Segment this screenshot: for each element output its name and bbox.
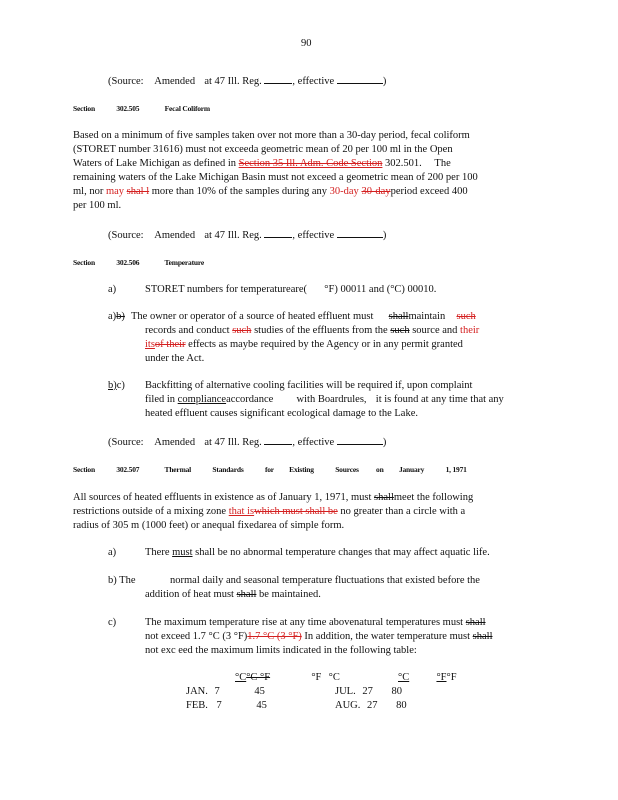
inserted-text: their [460,325,480,336]
text: STORET numbers for temperatureare( [145,284,308,295]
text: restrictions outside of a mixing zone [73,506,227,517]
item-507-c-line2 [145,630,493,644]
inserted-text: its [145,339,155,350]
table-row [335,699,407,713]
deleted-text: shall [388,311,409,322]
blank-date [337,227,383,238]
text: accordance [226,394,274,405]
deleted-text: shall [465,617,486,628]
text: shall be no abnormal temperature changes that may affect aquatic life. [195,547,490,558]
item-506-c-label [108,379,125,393]
table-cell: 45 [254,686,265,697]
para-505-line1: Based on a minimum of five samples taken over not more than a 30-day period, fecal coliform [73,130,470,141]
deleted-text: such [232,325,252,336]
table-cell: 80 [396,700,407,711]
inserted-text: b) [108,380,117,391]
table-cell: JUL. [335,686,356,697]
text: The owner or operator of a source of heated effluent must [131,311,374,322]
text: There [145,547,170,558]
text: filed in [145,394,176,405]
item-507-c-line1 [145,616,486,630]
inserted-text: 30-day [329,186,359,197]
item-506-a-text [145,283,436,297]
text: ml, nor [73,186,104,197]
source-effective: , effective [292,437,335,448]
inserted-text: must [172,547,193,558]
item-506-b-line2 [145,324,479,338]
text: more than 10% of the samples during any [151,186,328,197]
deleted-text: 1.7 °C (3 °F) [247,631,302,642]
source-note [108,434,386,450]
heading-section-number: 302.507 [116,465,140,474]
text: records and conduct [145,325,230,336]
table-cell: 27 [362,686,373,697]
para-507-line3: radius of 305 m (1000 feet) or anequal fixedarea of simple form. [73,520,345,531]
heading-word: January [398,465,425,474]
deleted-text: 30-day [361,186,391,197]
text: The [434,158,451,169]
text: maintain [408,311,446,322]
item-507-b-line1: normal daily and seasonal temperature fluctuations that existed before the [170,575,480,586]
text: addition of heat must [145,589,234,600]
source-effective: , effective [292,230,335,241]
source-reg: at 47 Ill. Reg. [204,437,262,448]
table-cell: 27 [367,700,378,711]
source-close: ) [382,437,387,448]
heading-section-word: Section [73,465,95,474]
source-label: (Source: [108,230,144,241]
heading-word: Sources [335,465,359,474]
table-header-right [398,671,457,685]
heading-word: for [264,465,274,474]
item-506-c-line2 [145,393,504,407]
text: not exceed 1.7 °C (3 °F) [145,631,248,642]
para-505-line3 [73,157,451,171]
item-507-c-label: c) [108,617,117,628]
para-505-line4: remaining waters of the Lake Michigan Basin must not exceed a geometric mean of 200 per 100 [73,172,478,183]
inserted-text: that is [228,506,255,517]
text: effects as maybe required by the Agency or in any permit granted [188,339,463,350]
text: with Boardrules, [296,394,367,405]
deleted-text: shall [236,589,257,600]
para-507-line2 [73,505,465,519]
blank-reg [264,73,292,84]
table-header [235,671,340,685]
heading-section-title: Temperature [164,258,204,267]
deleted-text: shall [374,492,394,503]
text: source and [412,325,458,336]
table-header-cell: °F [311,672,322,683]
inserted-text: may [105,186,125,197]
table-header-cell: °C [235,672,247,683]
table-cell: 45 [256,700,267,711]
item-506-c-line1: Backfitting of alternative cooling facilities will be required if, upon complaint [145,380,473,391]
text: All sources of heated effluents in existence as of January 1, 1971, must [73,492,372,503]
text: it is found at any time that any [375,394,504,405]
source-close: ) [382,230,387,241]
text: meet the following [393,492,474,503]
heading-word: 1, 1971 [445,465,467,474]
heading-section-number: 302.505 [116,104,140,113]
section-heading-505 [73,104,210,113]
table-row [335,685,402,699]
heading-word: Existing [289,465,314,474]
item-507-b-line2 [145,588,321,602]
deleted-text: b) [116,311,125,322]
text: period exceed 400 [390,186,468,197]
inserted-text: Section 35 Ill. Adm. Code Section [238,158,383,169]
source-reg: at 47 Ill. Reg. [204,76,262,87]
source-reg: at 47 Ill. Reg. [204,230,262,241]
inserted-text: compliance [177,394,227,405]
heading-word: Standards [212,465,244,474]
source-note [108,227,386,243]
blank-date [337,73,383,84]
item-506-a-label: a) [108,284,117,295]
blank-reg [264,227,292,238]
item-506-c-line3: heated effluent causes significant ecological damage to the Lake. [145,408,418,419]
blank-reg [264,434,292,445]
text: °F) 00011 and (°C) 00010. [324,284,437,295]
source-close: ) [382,76,387,87]
table-cell: 7 [216,700,222,711]
item-507-a-text [145,546,490,560]
heading-section-word: Section [73,258,95,267]
source-amended: Amended [154,230,196,241]
deleted-text: °C °F [246,672,271,683]
text: c) [116,380,125,391]
para-505-line5 [73,185,468,199]
item-507-b-label: b) The [108,575,136,586]
table-cell: 7 [214,686,220,697]
item-506-b-label [108,310,125,324]
text: no greater than a circle with a [340,506,466,517]
table-row [186,685,265,699]
table-cell: AUG. [335,700,361,711]
item-506-b-line4: under the Act. [145,353,205,364]
page-number: 90 [301,38,312,49]
heading-word: Thermal [164,465,192,474]
deleted-text: of their [154,339,186,350]
source-amended: Amended [154,76,196,87]
source-label: (Source: [108,76,144,87]
section-heading-506 [73,258,204,267]
item-507-c-line3: not exc eed the maximum limits indicated in the following table: [145,645,417,656]
para-507-line1 [73,491,473,505]
item-506-b-line3 [145,338,463,352]
text: studies of the effluents from the [254,325,388,336]
table-header-cell: °C [328,672,340,683]
table-header-cell: °C [398,672,410,683]
table-header-cell: °F [436,672,447,683]
table-header-cell: °F [446,672,457,683]
text: In addition, the water temperature must [304,631,471,642]
text: 302.501. [385,158,422,169]
item-506-b-line1 [131,310,476,324]
deleted-text: shal l [126,186,150,197]
deleted-text: shall [472,631,493,642]
text: a) [108,311,117,322]
para-505-line6: per 100 ml. [73,200,122,211]
text: Waters of Lake Michigan as defined in [73,158,237,169]
text: be maintained. [259,589,321,600]
table-cell: 80 [391,686,402,697]
table-cell: JAN. [186,686,208,697]
section-heading-507 [73,465,467,474]
heading-section-number: 302.506 [116,258,140,267]
heading-section-word: Section [73,104,95,113]
deleted-text: which must shall be [254,506,338,517]
source-amended: Amended [154,437,196,448]
source-label: (Source: [108,437,144,448]
table-row [186,699,267,713]
deleted-text: such [390,325,410,336]
deleted-text: such [456,311,476,322]
text: The maximum temperature rise at any time abovenatural temperatures must [145,617,464,628]
source-note [108,73,386,89]
table-cell: FEB. [186,700,208,711]
blank-date [337,434,383,445]
heading-section-title: Fecal Coliform [164,104,210,113]
item-507-a-label: a) [108,547,117,558]
para-505-line2: (STORET number 31616) must not exceeda geometric mean of 20 per 100 ml in the Open [73,144,453,155]
heading-word: on [376,465,384,474]
source-effective: , effective [292,76,335,87]
